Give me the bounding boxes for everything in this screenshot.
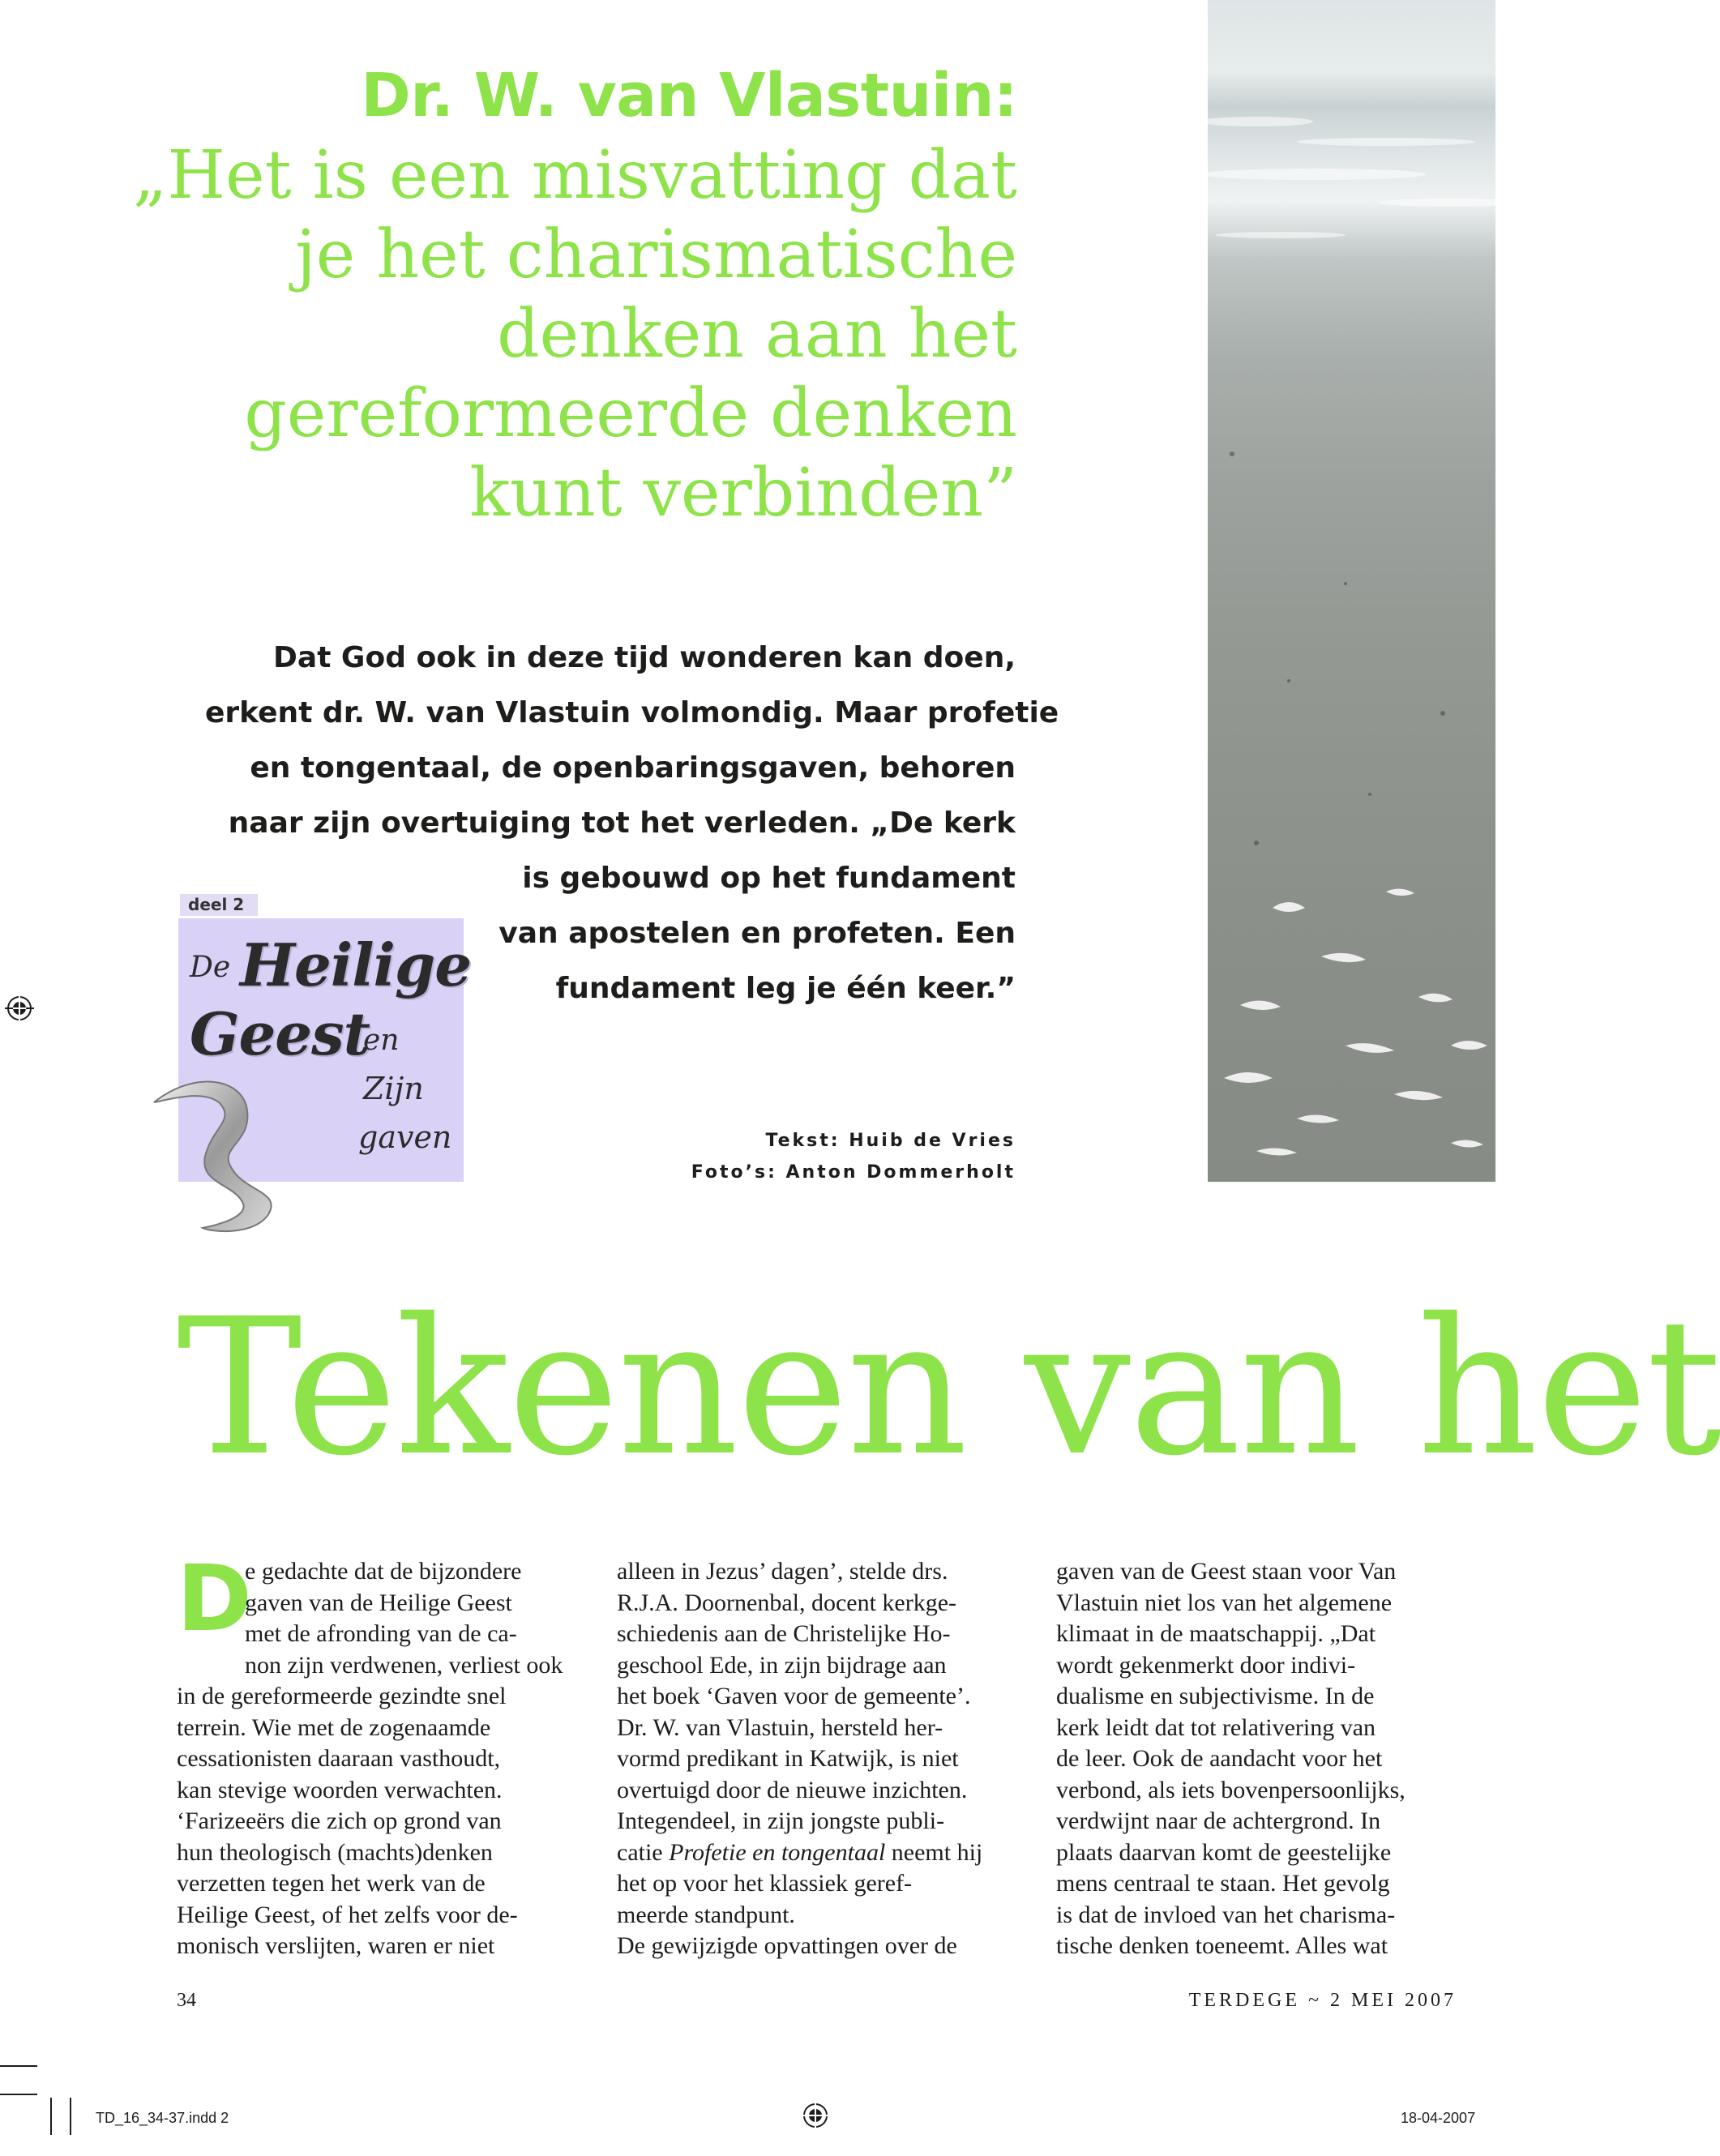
body-column-1 (177, 1546, 566, 1962)
body-column-3 (1056, 1556, 1445, 1962)
body-line: R.J.A. Doornenbal, docent kerkge- (617, 1589, 957, 1616)
body-line: dualisme en subjectivisme. In de (1056, 1683, 1375, 1709)
badge-word-de: De (190, 951, 231, 984)
body-line: de leer. Ook de aandacht voor het (1056, 1745, 1383, 1772)
page-number: 34 (177, 1990, 196, 2011)
headline-quote-line: gereformeerde denken (244, 375, 1017, 452)
registration-mark-icon (801, 2101, 830, 2130)
badge-word-zijn: Zijn (363, 1071, 424, 1106)
body-line: ‘Farizeeërs die zich op grond van (177, 1807, 502, 1834)
body-line: monisch verslijten, waren er niet (177, 1932, 495, 1959)
body-text-fragment: catie (617, 1838, 670, 1866)
body-line: klimaat in de maatschappij. „Dat (1056, 1620, 1376, 1647)
body-line-with-book-title (617, 1837, 1006, 1869)
body-line: verdwijnt naar de achtergrond. In (1056, 1807, 1381, 1834)
intro-line: erkent dr. W. van Vlastuin volmondig. Maar profetie (205, 696, 1059, 729)
body-line: plaats daarvan komt de geestelijke (1056, 1838, 1392, 1866)
headline-quote-line: denken aan het (497, 296, 1017, 373)
body-line: non zijn verdwenen, verliest ook (245, 1651, 563, 1679)
book-title: Profetie en tongentaal (669, 1838, 886, 1866)
body-line: gaven van de Heilige Geest (245, 1589, 512, 1616)
body-line: in de gereformeerde gezindte snel (177, 1683, 507, 1709)
credit-text: Tekst: Huib de Vries (765, 1131, 1016, 1151)
body-line: met de afronding van de ca- (245, 1620, 517, 1647)
body-line: terrein. Wie met de zogenaamde (177, 1713, 491, 1741)
body-line: schiedenis aan de Christelijke Ho- (617, 1620, 951, 1647)
body-line: geschool Ede, in zijn bijdrage aan (617, 1651, 947, 1679)
beach-photo-texture (1208, 0, 1495, 1182)
slug-filename: TD_16_34-37.indd 2 (96, 2110, 229, 2126)
intro-line: en tongentaal, de openbaringsgaven, behoren (250, 751, 1016, 785)
intro-line: naar zijn overtuiging tot het verleden. „De kerk (228, 806, 1016, 840)
badge-word-en: en (363, 1024, 400, 1057)
body-line: tische denken toeneemt. Alles wat (1056, 1932, 1388, 1959)
body-line: kerk leidt dat tot relativering van (1056, 1713, 1376, 1741)
crop-mark (50, 2098, 52, 2135)
body-line: het op voor het klassiek geref- (617, 1870, 913, 1897)
body-line: Integendeel, in zijn jongste publi- (617, 1807, 945, 1834)
headline (126, 55, 1017, 533)
body-line: is dat de invloed van het charisma- (1056, 1901, 1396, 1928)
beach-photo (1208, 0, 1495, 1182)
headline-quote-line: „Het is een misvatting dat (133, 137, 1017, 214)
headline-author: Dr. W. van Vlastuin: (361, 61, 1017, 130)
intro-line: is gebouwd op het fundament (522, 862, 1016, 895)
headline-quote-line: kunt verbinden” (469, 455, 1017, 532)
intro-line: Dat God ook in deze tijd wonderen kan doen, (273, 641, 1016, 674)
crop-mark (0, 2065, 37, 2067)
body-line: meerde standpunt. (617, 1901, 795, 1928)
badge-word-geest: Geest (190, 999, 370, 1068)
article-title: Tekenen van het (177, 1278, 1720, 1497)
body-line: Dr. W. van Vlastuin, hersteld her- (617, 1713, 943, 1741)
body-line: verbond, als iets bovenpersoonlijks, (1056, 1776, 1406, 1803)
crop-mark (70, 2098, 71, 2135)
body-line: wordt gekenmerkt door indivi- (1056, 1651, 1356, 1679)
body-line: e gedachte dat de bijzondere (245, 1558, 522, 1585)
body-text-fragment: neemt hij (885, 1838, 983, 1866)
body-line: overtuigd door de nieuwe inzichten. (617, 1776, 968, 1803)
headline-quote-line: je het charismatische (295, 216, 1017, 293)
body-line: kan stevige woorden verwachten. (177, 1776, 503, 1803)
body-line: alleen in Jezus’ dagen’, stelde drs. (617, 1558, 948, 1585)
body-line: gaven van de Geest staan voor Van (1056, 1558, 1397, 1585)
body-column-2 (617, 1556, 1006, 1962)
intro-line: van apostelen en profeten. Een (498, 917, 1016, 950)
body-line: Heilige Geest, of het zelfs voor de- (177, 1901, 518, 1928)
intro-line: fundament leg je één keer.” (555, 972, 1016, 1005)
drop-cap: D (177, 1546, 252, 1652)
body-line: verzetten tegen het werk van de (177, 1870, 486, 1897)
badge-word-heilige: Heilige (240, 930, 472, 999)
series-part-label: deel 2 (180, 894, 258, 916)
dove-swirl-icon (146, 1070, 308, 1248)
body-line: mens centraal te staan. Het gevolg (1056, 1870, 1390, 1897)
body-line: hun theologisch (machts)denken (177, 1838, 493, 1866)
badge-word-gaven: gaven (358, 1119, 452, 1155)
crop-mark (0, 2094, 37, 2095)
body-line: De gewijzigde opvattingen over de (617, 1932, 957, 1959)
magazine-issue: TERDEGE ~ 2 MEI 2007 (1188, 1990, 1457, 2011)
body-line: cessationisten daaraan vasthoudt, (177, 1745, 501, 1772)
body-line: Vlastuin niet los van het algemene (1056, 1589, 1393, 1616)
body-line: het boek ‘Gaven voor de gemeente’. (617, 1683, 971, 1709)
slug-date: 18-04-2007 (1401, 2110, 1476, 2126)
body-line: vormd predikant in Katwijk, is niet (617, 1745, 959, 1772)
registration-mark-icon (5, 994, 34, 1023)
credit-photos: Foto’s: Anton Dommerholt (691, 1162, 1016, 1183)
